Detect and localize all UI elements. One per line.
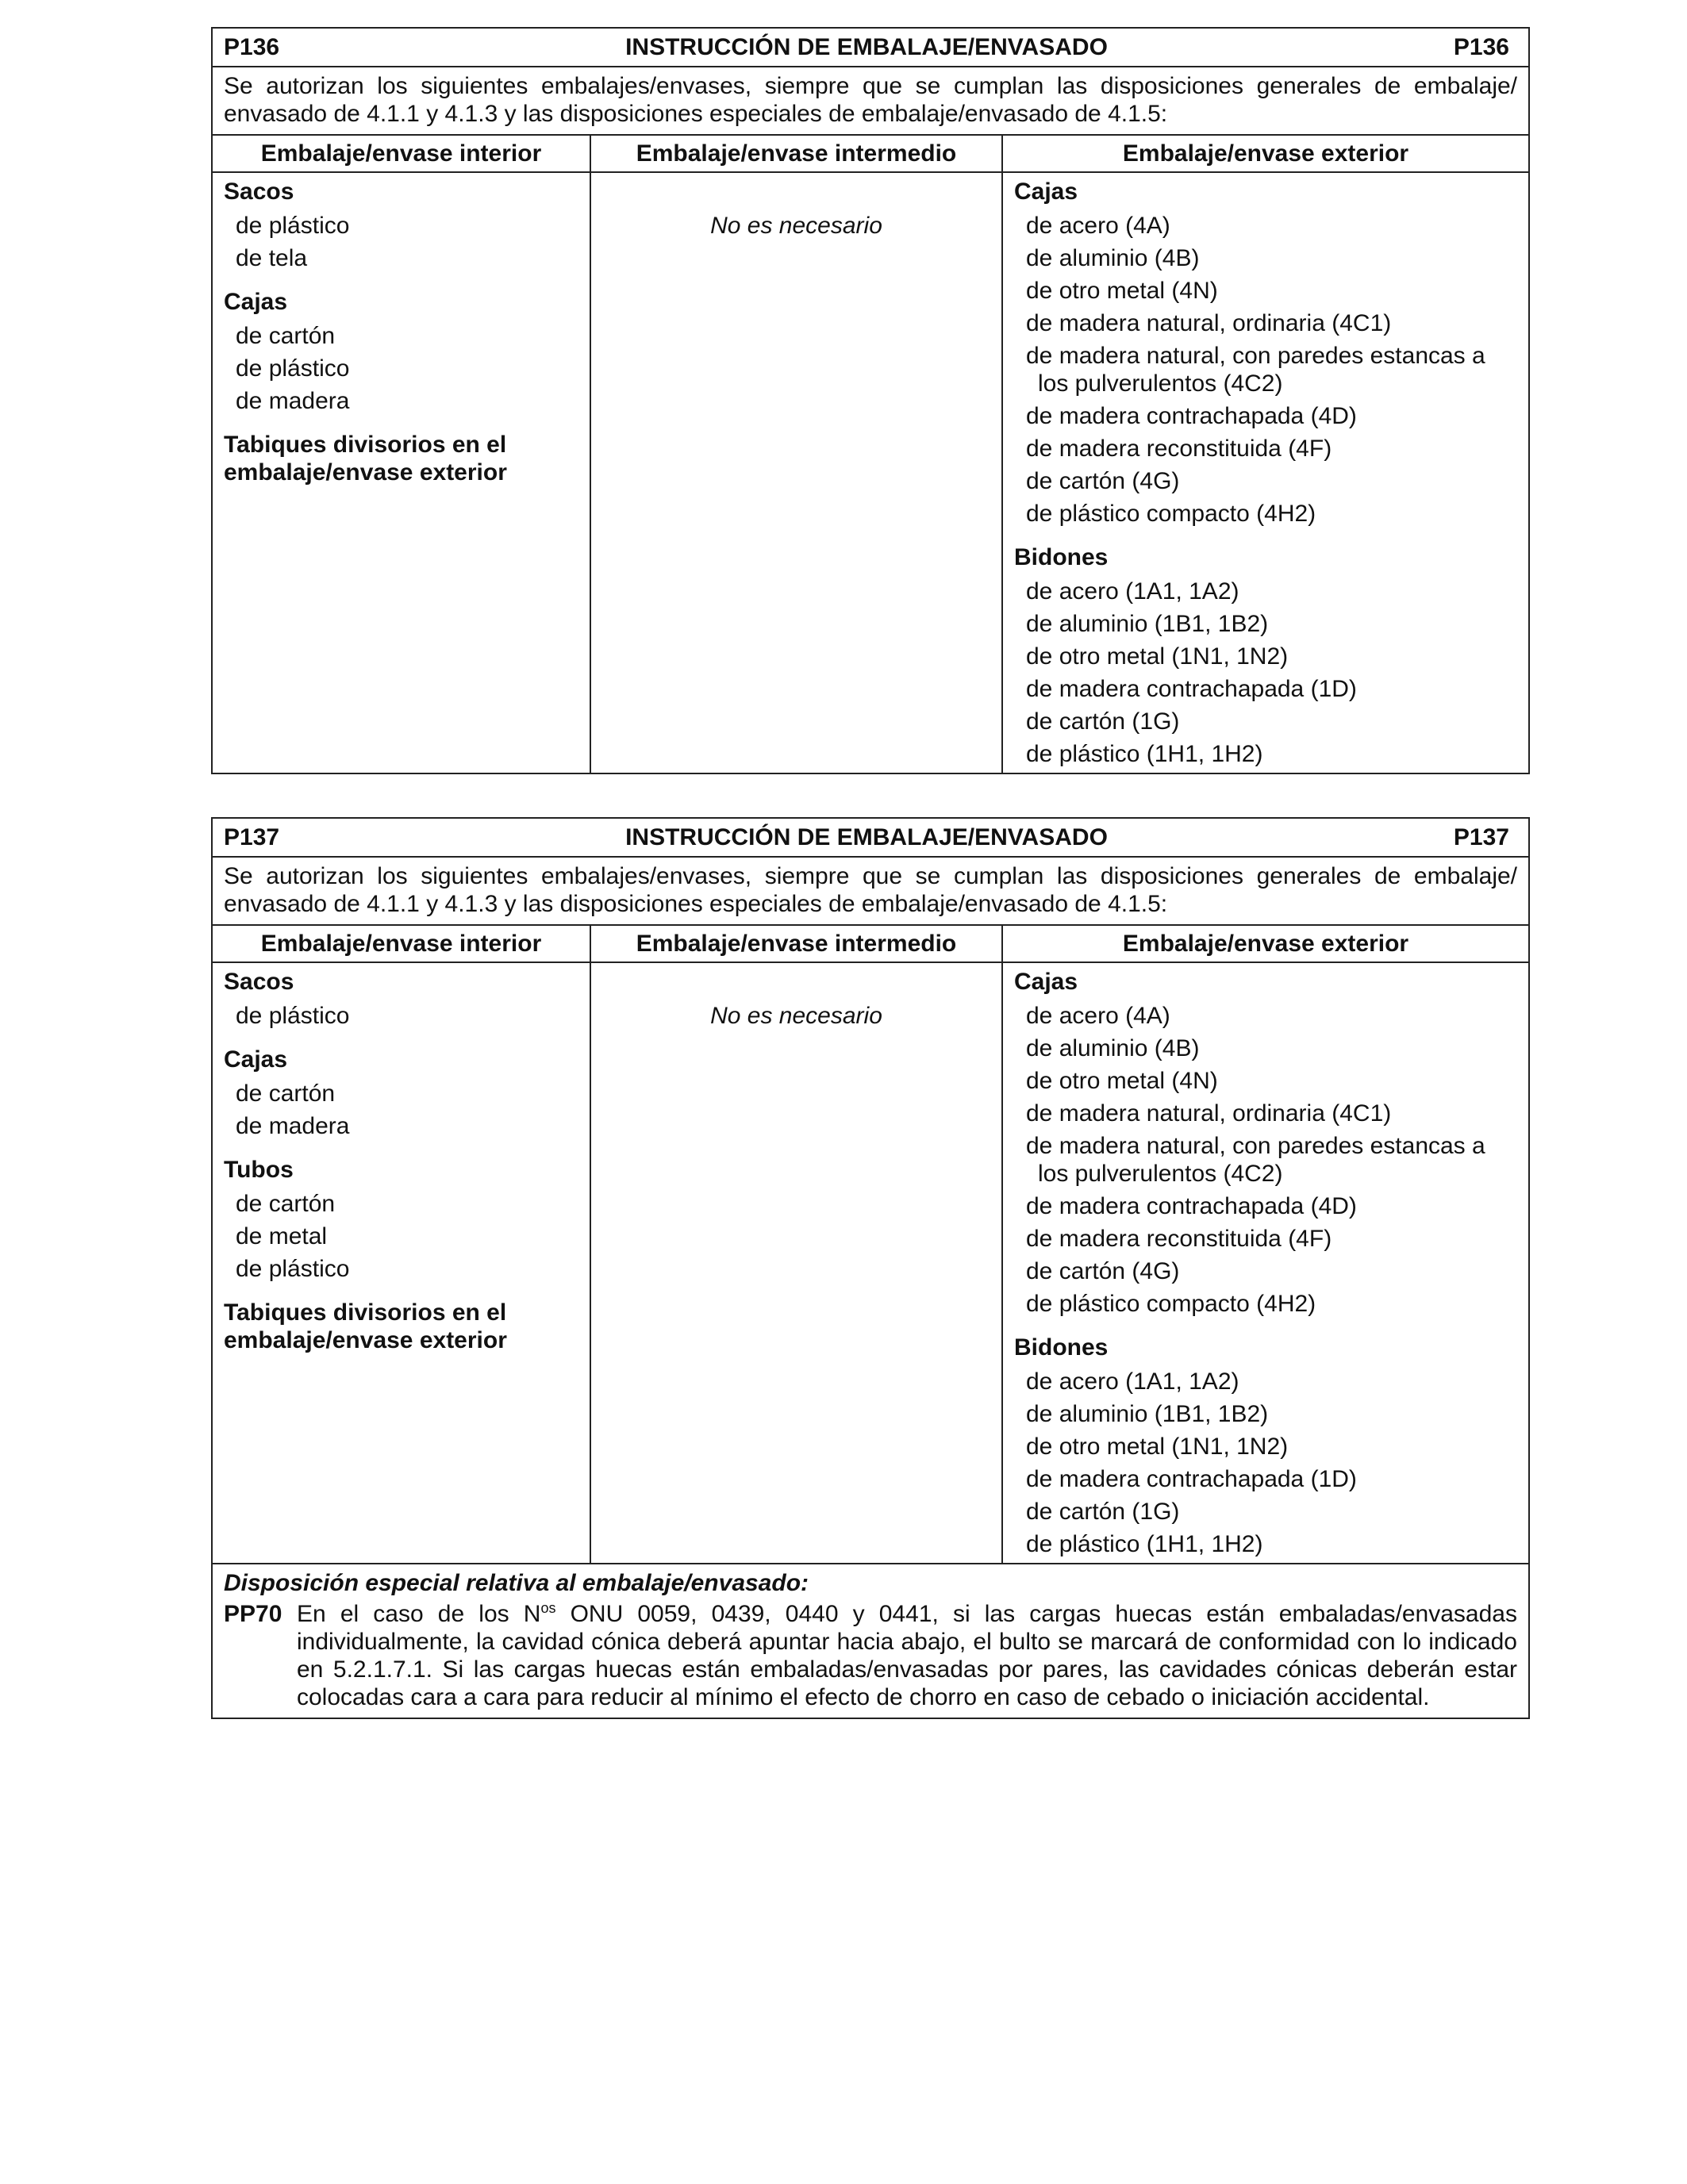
list-item: de plástico [236, 355, 350, 382]
packing-instruction-p137 [211, 817, 1530, 1719]
list-item: de otro metal (4N) [1026, 278, 1218, 304]
list-item: de cartón (4G) [1026, 1258, 1180, 1284]
instruction-code-left: P137 [224, 824, 280, 850]
instruction-header [213, 819, 1528, 858]
group-title: Bidones [1014, 544, 1109, 570]
provision-text-part: En el caso de los N [297, 1601, 541, 1627]
instruction-header [213, 29, 1528, 67]
list-item: de acero (4A) [1026, 213, 1170, 239]
provision-code: PP70 [224, 1601, 282, 1627]
list-item: de plástico compacto (4H2) [1026, 501, 1316, 527]
intermediate-value: No es necesario [710, 1003, 882, 1029]
list-item: de aluminio (4B) [1026, 1035, 1200, 1061]
list-item: de acero (4A) [1026, 1003, 1170, 1029]
provision-pp70 [224, 1600, 1517, 1711]
outer-group-cajas [1014, 968, 1517, 1318]
packing-instruction-p136 [211, 27, 1530, 774]
list-item: de cartón (1G) [1026, 1499, 1180, 1525]
inner-group-tabiques [224, 431, 578, 486]
inner-group-sacos [224, 178, 578, 272]
intermediate-column [591, 173, 1003, 773]
provision-text [297, 1600, 1517, 1711]
list-item: de plástico (1H1, 1H2) [1026, 1531, 1263, 1557]
inner-group-cajas [224, 288, 578, 415]
list-item: de cartón (4G) [1026, 468, 1180, 494]
columns-body [213, 963, 1528, 1563]
list-item: de cartón [236, 1080, 336, 1107]
outer-column [1003, 173, 1528, 773]
inner-column [213, 963, 591, 1563]
group-title: Tubos [224, 1157, 294, 1183]
instruction-intro: Se autorizan los siguientes embalajes/envases, siempre que se cumplan las disposiciones generales de embalaje/ envasado de 4.1.1 y 4.1.3 y las disposiciones especiales de embalaje/envasado de 4.1.5: [213, 67, 1528, 136]
instruction-title: INSTRUCCIÓN DE EMBALAJE/ENVASADO [625, 824, 1108, 850]
list-item: de cartón (1G) [1026, 708, 1180, 735]
col-header-intermediate: Embalaje/envase intermedio [591, 926, 1003, 961]
list-item: de acero (1A1, 1A2) [1026, 1368, 1239, 1395]
group-title: Cajas [224, 289, 288, 315]
list-item: de acero (1A1, 1A2) [1026, 578, 1239, 605]
group-title: Tabiques divisorios en el embalaje/envase exterior [224, 432, 507, 486]
columns-body [213, 173, 1528, 773]
list-item: de madera contrachapada (1D) [1026, 676, 1357, 702]
list-item: de madera natural, ordinaria (4C1) [1026, 310, 1392, 336]
intermediate-value: No es necesario [710, 213, 882, 239]
list-item: de aluminio (4B) [1026, 245, 1200, 271]
group-title: Cajas [224, 1046, 288, 1073]
col-header-intermediate: Embalaje/envase intermedio [591, 136, 1003, 171]
group-title: Sacos [224, 969, 294, 995]
list-item: de madera contrachapada (4D) [1026, 403, 1357, 429]
inner-group-tabiques [224, 1299, 578, 1354]
instruction-title: INSTRUCCIÓN DE EMBALAJE/ENVASADO [625, 34, 1108, 60]
list-item: de otro metal (1N1, 1N2) [1026, 1434, 1289, 1460]
group-title: Tabiques divisorios en el embalaje/envase exterior [224, 1299, 507, 1353]
list-item: de plástico [236, 1003, 350, 1029]
list-item: de otro metal (1N1, 1N2) [1026, 643, 1289, 670]
list-item: de madera [236, 388, 350, 414]
list-item [1014, 1132, 1517, 1188]
special-provision [213, 1563, 1528, 1718]
list-item-continuation: los pulverulentos (4C2) [1038, 1161, 1283, 1187]
col-header-inner: Embalaje/envase interior [213, 136, 591, 171]
list-item: de metal [236, 1223, 328, 1249]
col-header-outer: Embalaje/envase exterior [1122, 931, 1409, 957]
instruction-code-left: P136 [224, 34, 280, 60]
group-title: Cajas [1014, 178, 1078, 205]
intermediate-column [591, 963, 1003, 1563]
list-item: de tela [236, 245, 308, 271]
column-headers [213, 136, 1528, 173]
outer-group-cajas [1014, 178, 1517, 528]
outer-group-bidones [1014, 1334, 1517, 1558]
group-title: Bidones [1014, 1334, 1109, 1361]
provision-text-part: ONU 0059, 0439, 0440 y 0441, si las cargas huecas están embaladas/envasadas individualmente, la cavidad cónica deberá apuntar hacia abajo, el bulto se marcará de conformidad con lo indicado en 5.2.1.7.1. Si las cargas huecas están embaladas/envasadas por pares, las cavidades cónicas deberán estar colocadas cara a cara para reducir al mínimo el efecto de chorro en caso de cebado o iniciación accidental. [297, 1601, 1517, 1710]
instruction-code-right: P137 [1453, 824, 1509, 850]
inner-group-cajas [224, 1046, 578, 1140]
list-item: de madera reconstituida (4F) [1026, 1226, 1332, 1252]
list-item: de plástico [236, 1256, 350, 1282]
list-item: de madera contrachapada (1D) [1026, 1466, 1357, 1492]
list-item: de madera contrachapada (4D) [1026, 1193, 1357, 1219]
instruction-code-right: P136 [1453, 34, 1509, 60]
col-header-inner: Embalaje/envase interior [213, 926, 591, 961]
list-item: de madera reconstituida (4F) [1026, 436, 1332, 462]
list-item: de plástico (1H1, 1H2) [1026, 741, 1263, 767]
list-item: de plástico compacto (4H2) [1026, 1291, 1316, 1317]
inner-column [213, 173, 591, 773]
list-item: de madera [236, 1113, 350, 1139]
inner-group-sacos [224, 968, 578, 1030]
col-header-outer: Embalaje/envase exterior [1122, 140, 1409, 167]
list-item-line: de madera natural, con paredes estancas a [1026, 343, 1485, 369]
list-item [1014, 342, 1517, 397]
column-headers [213, 926, 1528, 963]
list-item: de cartón [236, 1191, 336, 1217]
list-item: de aluminio (1B1, 1B2) [1026, 1401, 1269, 1427]
list-item: de aluminio (1B1, 1B2) [1026, 611, 1269, 637]
outer-column [1003, 963, 1528, 1563]
list-item: de cartón [236, 323, 336, 349]
list-item: de plástico [236, 213, 350, 239]
list-item-continuation: los pulverulentos (4C2) [1038, 370, 1283, 397]
list-item: de otro metal (4N) [1026, 1068, 1218, 1094]
special-provision-title: Disposición especial relativa al embalaje/envasado: [224, 1570, 809, 1596]
provision-superscript: os [540, 1600, 556, 1616]
list-item-line: de madera natural, con paredes estancas a [1026, 1133, 1485, 1159]
inner-group-tubos [224, 1156, 578, 1283]
list-item: de madera natural, ordinaria (4C1) [1026, 1100, 1392, 1127]
outer-group-bidones [1014, 543, 1517, 768]
group-title: Cajas [1014, 969, 1078, 995]
group-title: Sacos [224, 178, 294, 205]
instruction-intro: Se autorizan los siguientes embalajes/envases, siempre que se cumplan las disposiciones generales de embalaje/ envasado de 4.1.1 y 4.1.3 y las disposiciones especiales de embalaje/envasado de 4.1.5: [213, 858, 1528, 926]
